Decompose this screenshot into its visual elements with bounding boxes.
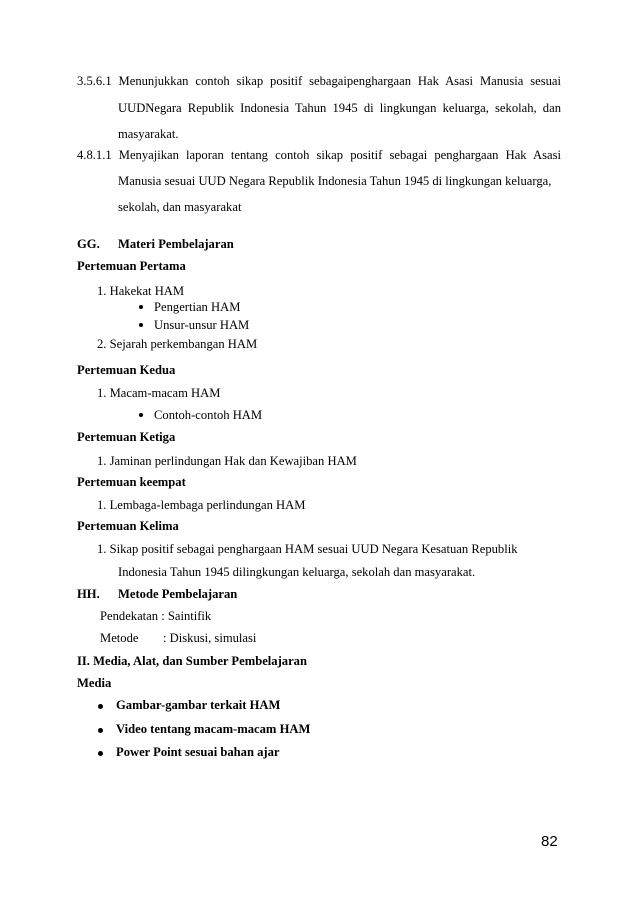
method-value: : Diskusi, simulasi — [163, 631, 257, 645]
meeting-2-bullet-1: Contoh-contoh HAM — [154, 408, 263, 422]
page-number: 82 — [541, 833, 558, 850]
meeting-3-item-1: 1. Jaminan perlindungan Hak dan Kewajiban HAM — [97, 454, 357, 468]
meeting-3-title: Pertemuan Ketiga — [77, 430, 176, 444]
media-item-1: Gambar-gambar terkait HAM — [116, 698, 281, 712]
bullet-icon — [139, 413, 143, 417]
meeting-1-bullet-2: Unsur-unsur HAM — [154, 318, 250, 332]
media-label: Media — [77, 676, 112, 690]
indicator-3-5-6-1-line-2: UUDNegara Republik Indonesia Tahun 1945 di lingkungan keluarga, sekolah, dan — [118, 101, 561, 115]
meeting-5-title: Pertemuan Kelima — [77, 519, 179, 533]
meeting-1-item-2: 2. Sejarah perkembangan HAM — [97, 337, 258, 351]
indicator-3-5-6-1-line-3: masyarakat. — [118, 127, 179, 141]
approach-text: Pendekatan : Saintifik — [100, 609, 212, 623]
meeting-5-item-1-line-2: Indonesia Tahun 1945 dilingkungan keluarga, sekolah dan masyarakat. — [118, 565, 476, 579]
meeting-2-item-1: 1. Macam-macam HAM — [97, 386, 221, 400]
bullet-icon — [98, 704, 103, 709]
section-gg-number: GG. — [77, 237, 100, 251]
media-item-3: Power Point sesuai bahan ajar — [116, 745, 280, 759]
meeting-4-item-1: 1. Lembaga-lembaga perlindungan HAM — [97, 498, 306, 512]
section-hh-title: Metode Pembelajaran — [118, 587, 238, 601]
meeting-4-title: Pertemuan keempat — [77, 475, 186, 489]
section-hh-number: HH. — [77, 587, 100, 601]
meeting-1-title: Pertemuan Pertama — [77, 259, 186, 273]
meeting-1-item-1: 1. Hakekat HAM — [97, 284, 185, 298]
indicator-4-8-1-1-line-1: 4.8.1.1 Menyajikan laporan tentang contoh sikap positif sebagai penghargaan Hak Asasi — [77, 148, 561, 162]
section-ii-title: II. Media, Alat, dan Sumber Pembelajaran — [77, 654, 307, 668]
bullet-icon — [139, 305, 143, 309]
meeting-5-item-1-line-1: 1. Sikap positif sebagai penghargaan HAM sesuai UUD Negara Kesatuan Republik — [97, 542, 518, 556]
meeting-2-title: Pertemuan Kedua — [77, 363, 176, 377]
method-label: Metode — [100, 631, 139, 645]
bullet-icon — [98, 751, 103, 756]
bullet-icon — [98, 728, 103, 733]
bullet-icon — [139, 323, 143, 327]
indicator-4-8-1-1-line-3: sekolah, dan masyarakat — [118, 200, 242, 214]
indicator-4-8-1-1-line-2: Manusia sesuai UUD Negara Republik Indonesia Tahun 1945 di lingkungan keluarga, — [118, 174, 552, 188]
media-item-2: Video tentang macam-macam HAM — [116, 722, 311, 736]
section-gg-title: Materi Pembelajaran — [118, 237, 234, 251]
meeting-1-bullet-1: Pengertian HAM — [154, 300, 241, 314]
indicator-3-5-6-1-line-1: 3.5.6.1 Menunjukkan contoh sikap positif sebagaipenghargaan Hak Asasi Manusia sesuai — [77, 74, 561, 88]
